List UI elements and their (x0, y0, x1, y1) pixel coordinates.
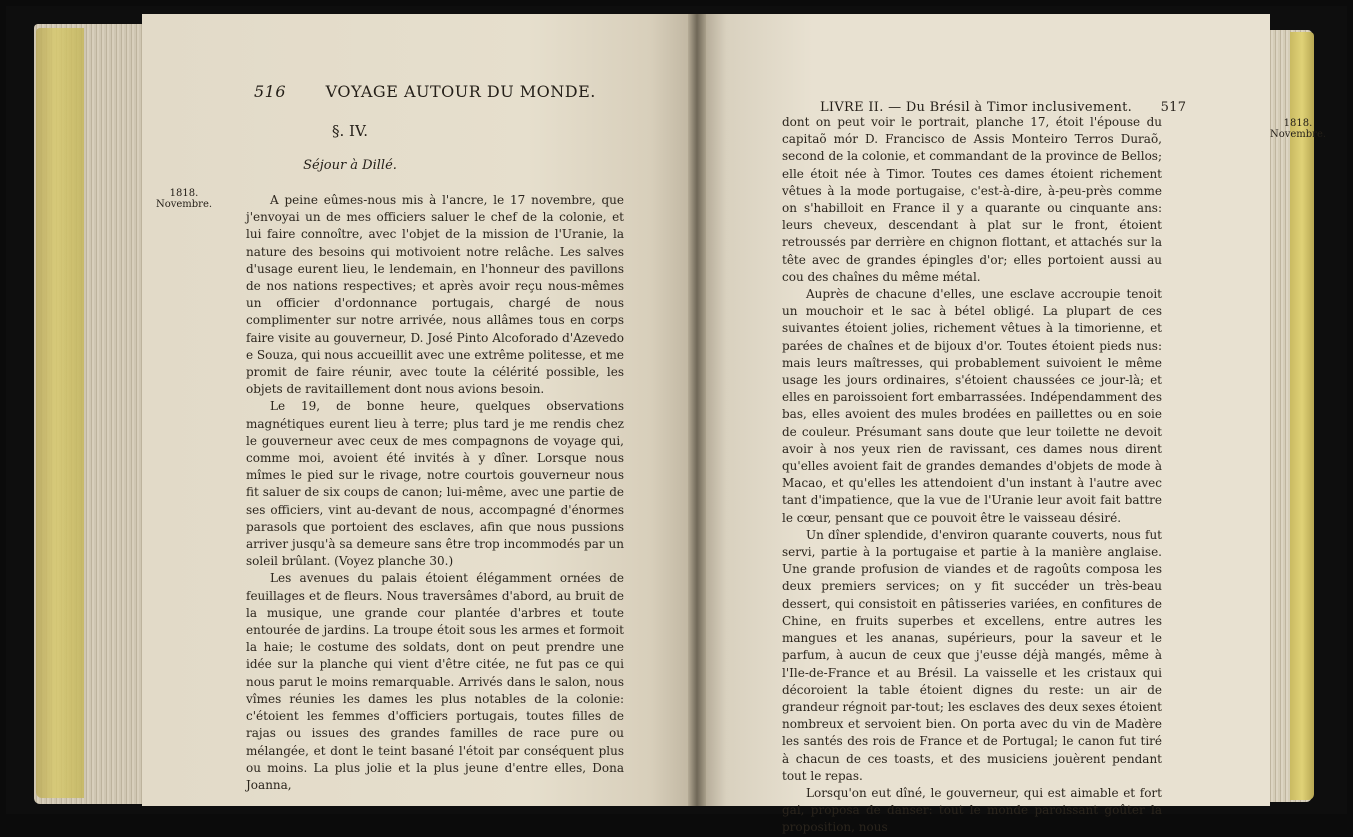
right-running-head (820, 100, 1190, 115)
section-heading: §. IV. (332, 122, 368, 140)
left-gilt-edge (36, 28, 84, 798)
left-body-text (246, 192, 624, 794)
right-head-title: LIVRE II. — Du Brésil à Timor inclusivement. (820, 100, 1133, 115)
left-paragraph-1: A peine eûmes-nous mis à l'ancre, le 17 novembre, que j'envoyai un de mes officiers saluer le chef de la colonie, et lui faire connoître, avec l'objet de la mission de l'Uranie, la nature des besoins qui motivoient notre relâche. Les salves d'usage eurent lieu, le lendemain, en l'honneur des pavillons de nos nations respectives; et après avoir reçu nous-mêmes un officier d'ordonnance portugais, chargé de nous complimenter sur notre arrivée, nous allâmes tous en corps faire visite au gouverneur, D. José Pinto Alcoforado d'Azevedo e Souza, qui nous accueillit avec une extrême politesse, et me promit de faire réunir, avec toute la célérité possible, les objets de ravitaillement dont nous avions besoin. (246, 193, 624, 397)
right-gilt-edge (1290, 32, 1314, 800)
right-page-number: 517 (1160, 100, 1187, 115)
right-paragraph-4: Lorsqu'on eut dîné, le gouverneur, qui est aimable et fort gai, proposa de danser: tout le monde paroissant goûter la proposition, nous (782, 785, 1162, 835)
left-running-head (254, 82, 596, 101)
left-margin-date: 1818. Novembre. (155, 188, 213, 210)
left-page-number: 516 (254, 82, 287, 101)
right-paragraph-1: dont on peut voir le portrait, planche 17, étoit l'épouse du capitaõ mór D. Francisco de Assis Monteiro Terros Duraõ, second de la colonie, et commandant de la province de Bellos; elle étoit née à Timor. Toutes ces dames étoient richement vêtues à la mode portugaise, c'est-à-dire, à-peu-près comme on s'habilloit en France il y a quarante ou cinquante ans: leurs cheveux, descendant à plat sur le front, étoient retroussés par derrière en chignon flottant, et attachés sur la tête avec de grandes épingles d'or; elles portoient aussi au cou des chaînes du même métal. (782, 115, 1162, 284)
section-subtitle: Séjour à Dillé. (303, 158, 397, 173)
right-paragraph-3: Un dîner splendide, d'environ quarante couverts, nous fut servi, partie à la portugaise et partie à la manière anglaise. Une grande profusion de viandes et de ragoûts composa les deux premiers services; on y fit succéder un très-beau dessert, qui consistoit en pâtisseries variées, en confitures de Chine, en fruits superbes et excellens, entre autres les mangues et les ananas, supérieurs, pour la saveur et le parfum, à aucun de ceux que j'eusse déjà mangés, même à l'Ile-de-France et au Brésil. La vaisselle et les cristaux qui décoroient la table étoient dignes du reste: un air de grandeur régnoit par-tout; les esclaves des deux sexes étoient nombreux et servoient bien. On porta avec du vin de Madère les santés des rois de France et de Portugal; le canon fut tiré à chacun de ces toasts, et des musiciens jouèrent pendant tout le repas. (782, 527, 1162, 783)
right-margin-date: 1818. Novembre. (1269, 118, 1327, 140)
right-paragraph-2: Auprès de chacune d'elles, une esclave accroupie tenoit un mouchoir et le sac à bétel obligé. La plupart de ces suivantes étoient jolies, richement vêtues à la timorienne, et parées de chaînes et de bijoux d'or. Toutes étoient pieds nus: mais leurs maîtresses, qui probablement suivoient le même usage les jours ordinaires, s'étoient chaussées ce jour-là; et elles en paroissoient fort embarrassées. Indépendamment des bas, elles avoient des mules brodées en paillettes ou en soie de couleur. Présumant sans doute que leur toilette ne devoit avoir à nos yeux rien de ravissant, ces dames nous dirent qu'elles avoient fait de grandes demandes d'objets de mode à Macao, et qu'elles les attendoient d'un instant à l'autre avec tant d'impatience, que la vue de l'Uranie leur avoit fait battre le cœur, pensant que ce pouvoit être le vaisseau désiré. (782, 287, 1162, 525)
left-paragraph-3: Les avenues du palais étoient élégamment ornées de feuillages et de fleurs. Nous traversâmes d'abord, au bruit de la musique, une grande cour plantée d'arbres et toute entourée de jardins. La troupe étoit sous les armes et formoit la haie; le costume des soldats, dont on peut prendre une idée sur la planche qui vient d'être citée, ne fut pas ce qui nous parut le moins remarquable. Arrivés dans le salon, nous vîmes réunies les dames les plus notables de la colonie: c'étoient les femmes d'officiers portugais, toutes filles de rajas ou issues des grandes familles de race pure ou mélangée, et dont le teint basané l'étoit par conséquent plus ou moins. La plus jolie et la plus jeune d'entre elles, Dona Joanna, (246, 571, 624, 792)
left-head-title: VOYAGE AUTOUR DU MONDE. (325, 82, 596, 101)
left-paragraph-2: Le 19, de bonne heure, quelques observations magnétiques eurent lieu à terre; plus tard je me rendis chez le gouverneur avec ceux de mes compagnons de voyage qui, comme moi, avoient été invités à y dîner. Lorsque nous mîmes le pied sur le rivage, notre courtois gouverneur nous fit saluer de six coups de canon; lui-même, avec une partie de ses officiers, vint au-devant de nous, accompagné d'énormes parasols que portoient des esclaves, afin que nous pussions arriver jusqu'à sa demeure sans être trop incommodés par un soleil brûlant. (Voyez planche 30.) (246, 399, 624, 569)
book-gutter (688, 14, 706, 806)
right-body-text (782, 114, 1162, 837)
